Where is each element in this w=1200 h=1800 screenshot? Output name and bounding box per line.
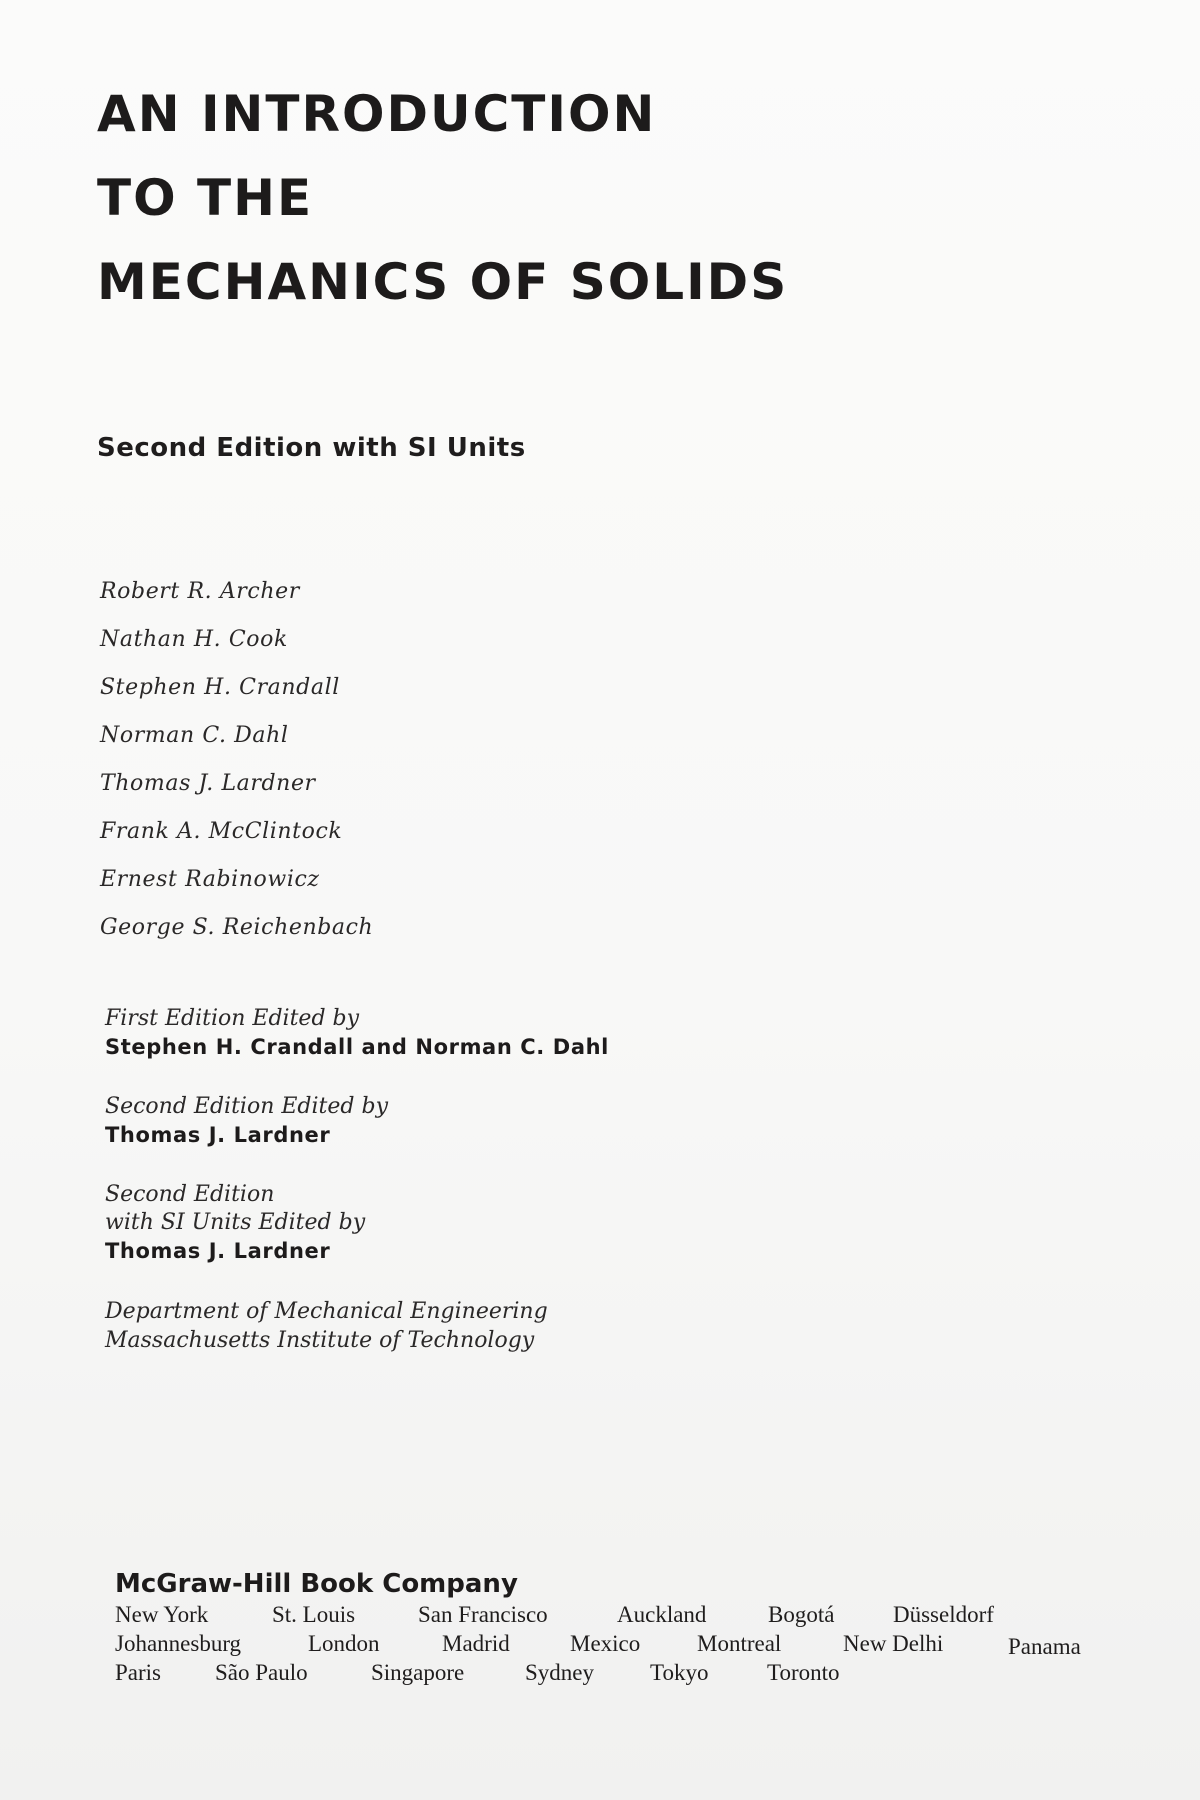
author-name: George S. Reichenbach — [100, 915, 374, 940]
credit-label: Second Edition — [105, 1182, 275, 1207]
affiliation — [105, 1297, 805, 1355]
book-title — [97, 72, 857, 324]
publisher-block — [115, 1568, 1115, 1687]
city: Mexico — [570, 1631, 641, 1656]
city-row-3 — [115, 1658, 1115, 1687]
author-list — [100, 568, 500, 952]
title-line-3: MECHANICS OF SOLIDS — [97, 253, 789, 311]
editor-name: Stephen H. Crandall and Norman C. Dahl — [105, 1035, 609, 1059]
first-edition-credit — [105, 1005, 805, 1061]
city: Madrid — [442, 1631, 510, 1656]
city-row-2 — [115, 1629, 1115, 1658]
city-row-1 — [115, 1600, 1115, 1629]
city: Toronto — [767, 1660, 840, 1685]
city: Bogotá — [768, 1602, 835, 1627]
city: Tokyo — [650, 1660, 709, 1685]
city: Sydney — [525, 1660, 594, 1685]
editor-name: Thomas J. Lardner — [105, 1239, 331, 1263]
si-edition-credit — [105, 1181, 805, 1265]
city: San Francisco — [418, 1602, 548, 1627]
author-name: Thomas J. Lardner — [100, 771, 316, 796]
credit-label: First Edition Edited by — [105, 1006, 360, 1031]
city: New York — [115, 1602, 209, 1627]
author-name: Norman C. Dahl — [100, 723, 289, 748]
city: Auckland — [617, 1602, 707, 1627]
second-edition-credit — [105, 1093, 805, 1149]
institute-name: Massachusetts Institute of Technology — [105, 1328, 535, 1353]
author-name: Stephen H. Crandall — [100, 675, 340, 700]
edition-subtitle: Second Edition with SI Units — [97, 433, 526, 463]
city: St. Louis — [272, 1602, 356, 1627]
publisher-name: McGraw-Hill Book Company — [115, 1569, 518, 1599]
author-name: Robert R. Archer — [100, 579, 300, 604]
author-name: Nathan H. Cook — [100, 627, 288, 652]
author-name: Frank A. McClintock — [100, 819, 343, 844]
credit-label: with SI Units Edited by — [105, 1210, 366, 1235]
city: Singapore — [371, 1660, 465, 1685]
city: São Paulo — [215, 1660, 308, 1685]
editor-credits — [105, 1005, 805, 1355]
author-name: Ernest Rabinowicz — [100, 867, 320, 892]
city: Panama — [1008, 1634, 1081, 1659]
city: Paris — [115, 1660, 161, 1685]
city: Montreal — [697, 1631, 782, 1656]
city: Düsseldorf — [893, 1602, 994, 1627]
city: Johannesburg — [115, 1631, 242, 1656]
title-line-1: AN INTRODUCTION — [97, 85, 657, 143]
city: London — [308, 1631, 380, 1656]
title-line-2: TO THE — [97, 169, 314, 227]
department-name: Department of Mechanical Engineering — [105, 1299, 548, 1324]
credit-label: Second Edition Edited by — [105, 1094, 388, 1119]
city: New Delhi — [843, 1631, 944, 1656]
editor-name: Thomas J. Lardner — [105, 1123, 331, 1147]
